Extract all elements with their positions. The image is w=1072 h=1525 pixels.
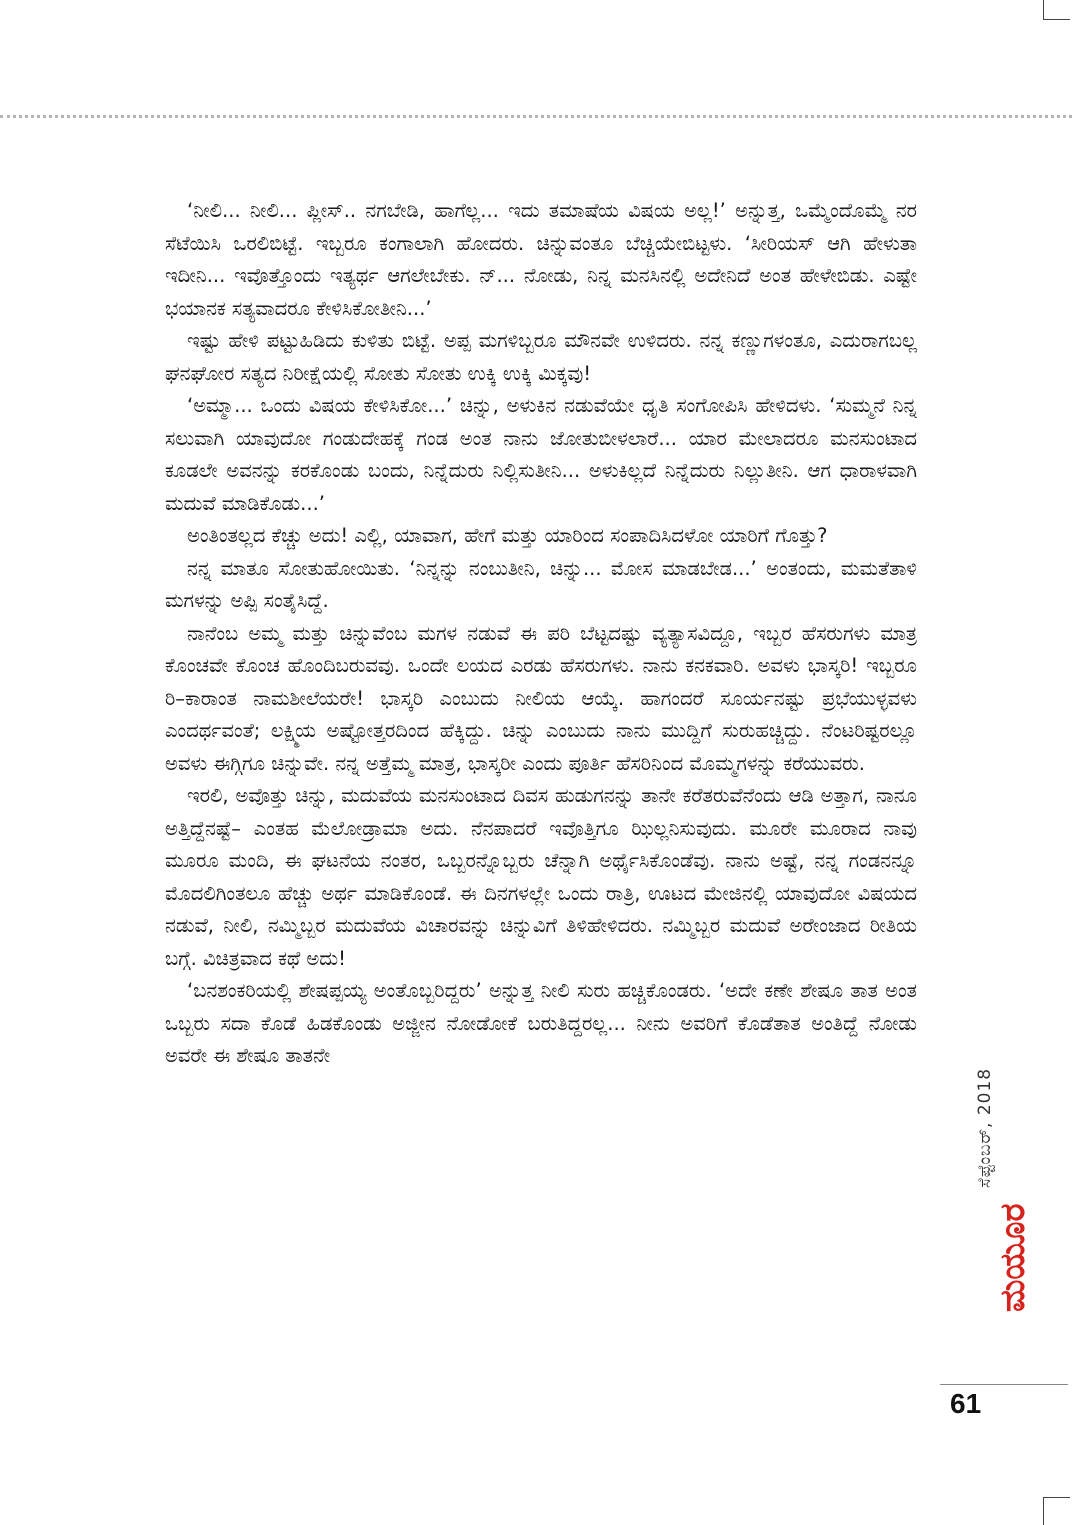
paragraph-4: ಅಂತಿಂತಲ್ಲದ ಕೆಚ್ಚು ಅದು! ಎಲ್ಲಿ, ಯಾವಾಗ, ಹೇಗೆ ಮತ್ತು ಯಾರಿಂದ ಸಂಪಾದಿಸಿದಳೋ ಯಾರಿಗೆ ಗೊತ್ತು? bbox=[187, 524, 828, 547]
paragraph-8: ‘ಬನಶಂಕರಿಯಲ್ಲಿ ಶೇಷಪ್ಪಯ್ಯ ಅಂತೊಬ್ಬರಿದ್ದರು’ ಅನ್ನುತ್ತ ನೀಲಿ ಸುರು ಹಚ್ಚಿಕೊಂಡರು. ‘ಅದೇ ಕಣೇ ಶೇಷೂ ತಾತ ಅಂತ ಒಬ್ಬರು ಸದಾ ಕೊಡೆ ಹಿಡಕೊಂಡು ಅಜ್ಜೀನ ನೋಡೋಕೆ ಬರುತಿದ್ದರಲ್ಲ... ನೀನು ಅವರಿಗೆ ಕೊಡೆತಾತ ಅಂತಿದ್ದೆ ನೋಡು ಅವರೇ ಈ ಶೇಷೂ ತಾತನೇ bbox=[165, 979, 917, 1067]
paragraph-3: ‘ಅಮ್ಮಾ... ಒಂದು ವಿಷಯ ಕೇಳಿಸಿಕೋ...’ ಚಿನ್ನು, ಅಳುಕಿನ ನಡುವೆಯೇ ಧೃತಿ ಸಂಗೋಪಿಸಿ ಹೇಳಿದಳು. ‘ಸುಮ್ಮನೆ ನಿನ್ನ ಸಲುವಾಗಿ ಯಾವುದೋ ಗಂಡುದೇಹಕ್ಕೆ ಗಂಡ ಅಂತ ನಾನು ಜೋತುಬೀಳಲಾರೆ... ಯಾರ ಮೇಲಾದರೂ ಮನಸುಂಟಾದ ಕೂಡಲೇ ಅವನನ್ನು ಕರಕೊಂಡು ಬಂದು, ನಿನ್ನೆದುರು ನಿಲ್ಲಿಸುತೀನಿ... ಅಳುಕಿಲ್ಲದೆ ನಿನ್ನೆದುರು ನಿಲ್ಲುತೀನಿ. ಆಗ ಧಾರಾಳವಾಗಿ ಮದುವೆ ಮಾಡಿಕೊಡು...’ bbox=[165, 394, 917, 515]
paragraph-7: ಇರಲಿ, ಅವೊತ್ತು ಚಿನ್ನು, ಮದುವೆಯ ಮನಸುಂಟಾದ ದಿವಸ ಹುಡುಗನನ್ನು ತಾನೇ ಕರೆತರುವೆನೆಂದು ಆಡಿ ಅತ್ತಾಗ, ನಾನೂ ಅತ್ತಿದ್ದೆನಷ್ಟೆ– ಎಂತಹ ಮೆಲೋಡ್ರಾಮಾ ಅದು. ನೆನಪಾದರೆ ಇವೊತ್ತಿಗೂ ಝಿಲ್ಲನಿಸುವುದು. ಮೂರೇ ಮೂರಾದ ನಾವು ಮೂರೂ ಮಂದಿ, ಈ ಘಟನೆಯ ನಂತರ, ಒಬ್ಬರನ್ನೊಬ್ಬರು ಚೆನ್ನಾಗಿ ಅರ್ಥೈಸಿಕೊಂಡೆವು. ನಾನು ಅಷ್ಟೆ, ನನ್ನ ಗಂಡನನ್ನೂ ಮೊದಲಿಗಿಂತಲೂ ಹೆಚ್ಚು ಅರ್ಥ ಮಾಡಿಕೊಂಡೆ. ಈ ದಿನಗಳಲ್ಲೇ ಒಂದು ರಾತ್ರಿ, ಊಟದ ಮೇಜಿನಲ್ಲಿ ಯಾವುದೋ ವಿಷಯದ ನಡುವೆ, ನೀಲಿ, ನಮ್ಮಿಬ್ಬರ ಮದುವೆಯ ವಿಚಾರವನ್ನು ಚಿನ್ನುವಿಗೆ ತಿಳಿಹೇಳಿದರು. ನಮ್ಮಿಬ್ಬರ ಮದುವೆ ಅರೇಂಜಾದ ರೀತಿಯ ಬಗ್ಗೆ. ವಿಚಿತ್ರವಾದ ಕಥೆ ಅದು! bbox=[165, 784, 917, 970]
dotted-separator bbox=[0, 115, 1072, 118]
paragraph-2: ಇಷ್ಟು ಹೇಳಿ ಪಟ್ಟುಹಿಡಿದು ಕುಳಿತು ಬಿಟ್ಟೆ. ಅಪ್ಪ ಮಗಳಿಬ್ಬರೂ ಮೌನವೇ ಉಳಿದರು. ನನ್ನ ಕಣ್ಣುಗಳಂತೂ, ಎದುರಾಗಬಲ್ಲ ಘನಘೋರ ಸತ್ಯದ ನಿರೀಕ್ಷೆಯಲ್ಲಿ ಸೋತು ಸೋತು ಉಕ್ಕಿ ಉಕ್ಕಿ ಮಿಕ್ಕವು! bbox=[165, 329, 917, 385]
page-number: 61 bbox=[950, 1388, 982, 1419]
folio-rule bbox=[940, 1384, 1068, 1385]
issue-date: ಸೆಪ್ಟೆಂಬರ್, 2018 bbox=[975, 1067, 995, 1188]
crop-mark-bottom bbox=[1043, 1497, 1070, 1525]
magazine-logo: ಮಯೂರ bbox=[993, 1203, 1033, 1312]
crop-mark-top bbox=[1043, 0, 1070, 20]
article-body bbox=[165, 195, 917, 1420]
paragraph-5: ನನ್ನ ಮಾತೂ ಸೋತುಹೋಯಿತು. ‘ನಿನ್ನನ್ನು ನಂಬುತೀನಿ, ಚಿನ್ನು... ಮೋಸ ಮಾಡಬೇಡ...’ ಅಂತಂದು, ಮಮತೆತಾಳಿ ಮಗಳನ್ನು ಅಪ್ಪಿ ಸಂತೈಸಿದ್ದೆ. bbox=[165, 556, 917, 612]
paragraph-6: ನಾನೆಂಬ ಅಮ್ಮ ಮತ್ತು ಚಿನ್ನುವೆಂಬ ಮಗಳ ನಡುವೆ ಈ ಪರಿ ಬೆಟ್ಟದಷ್ಟು ವ್ಯತ್ಯಾಸವಿದ್ದೂ, ಇಬ್ಬರ ಹೆಸರುಗಳು ಮಾತ್ರ ಕೊಂಚವೇ ಕೊಂಚ ಹೊಂದಿಬರುವವು. ಒಂದೇ ಲಯದ ಎರಡು ಹೆಸರುಗಳು. ನಾನು ಕನಕವಾರಿ. ಅವಳು ಭಾಸ್ಕರಿ! ಇಬ್ಬರೂ ರಿ–ಕಾರಾಂತ ನಾಮಶೀಲೆಯರೇ! ಭಾಸ್ಕರಿ ಎಂಬುದು ನೀಲಿಯ ಆಯ್ಕೆ. ಹಾಗಂದರೆ ಸೂರ್ಯನಷ್ಟು ಪ್ರಭೆಯುಳ್ಳವಳು ಎಂದರ್ಥವಂತೆ; ಲಕ್ಷ್ಮಿಯ ಅಷ್ಟೋತ್ತರದಿಂದ ಹೆಕ್ಕಿದ್ದು. ಚಿನ್ನು ಎಂಬುದು ನಾನು ಮುದ್ದಿಗೆ ಸುರುಹಚ್ಚಿದ್ದು. ನೆಂಟರಿಷ್ಟರಲ್ಲೂ ಅವಳು ಈಗ್ಗಿಗೂ ಚಿನ್ನುವೇ. ನನ್ನ ಅತ್ತೆಮ್ಮ ಮಾತ್ರ, ಭಾಸ್ಕರೀ ಎಂದು ಪೂರ್ತಿ ಹೆಸರಿನಿಂದ ಮೊಮ್ಮಗಳನ್ನು ಕರೆಯುವರು. bbox=[165, 621, 917, 775]
paragraph-1: ‘ನೀಲಿ... ನೀಲಿ... ಪ್ಲೀಸ್.. ನಗಬೇಡಿ, ಹಾಗೆಲ್ಲ... ಇದು ತಮಾಷೆಯ ವಿಷಯ ಅಲ್ಲ!’ ಅನ್ನುತ್ತ, ಒಮ್ಮೆಂದೊಮ್ಮೆ ನರ ಸೆಟೆಯಿಸಿ ಒರಲಿಬಿಟ್ಟೆ. ಇಬ್ಬರೂ ಕಂಗಾಲಾಗಿ ಹೋದರು. ಚಿನ್ನುವಂತೂ ಬೆಚ್ಚಿಯೇಬಿಟ್ಟಳು. ‘ಸೀರಿಯಸ್ ಆಗಿ ಹೇಳುತಾ ಇದೀನಿ... ಇವೊತ್ತೊಂದು ಇತ್ಯರ್ಥ ಆಗಲೇಬೇಕು. ನ್... ನೋಡು, ನಿನ್ನ ಮನಸಿನಲ್ಲಿ ಅದೇನಿದೆ ಅಂತ ಹೇಳೇಬಿಡು. ಎಷ್ಟೇ ಭಯಾನಕ ಸತ್ಯವಾದರೂ ಕೇಳಿಸಿಕೋತೀನಿ...’ bbox=[165, 199, 917, 320]
